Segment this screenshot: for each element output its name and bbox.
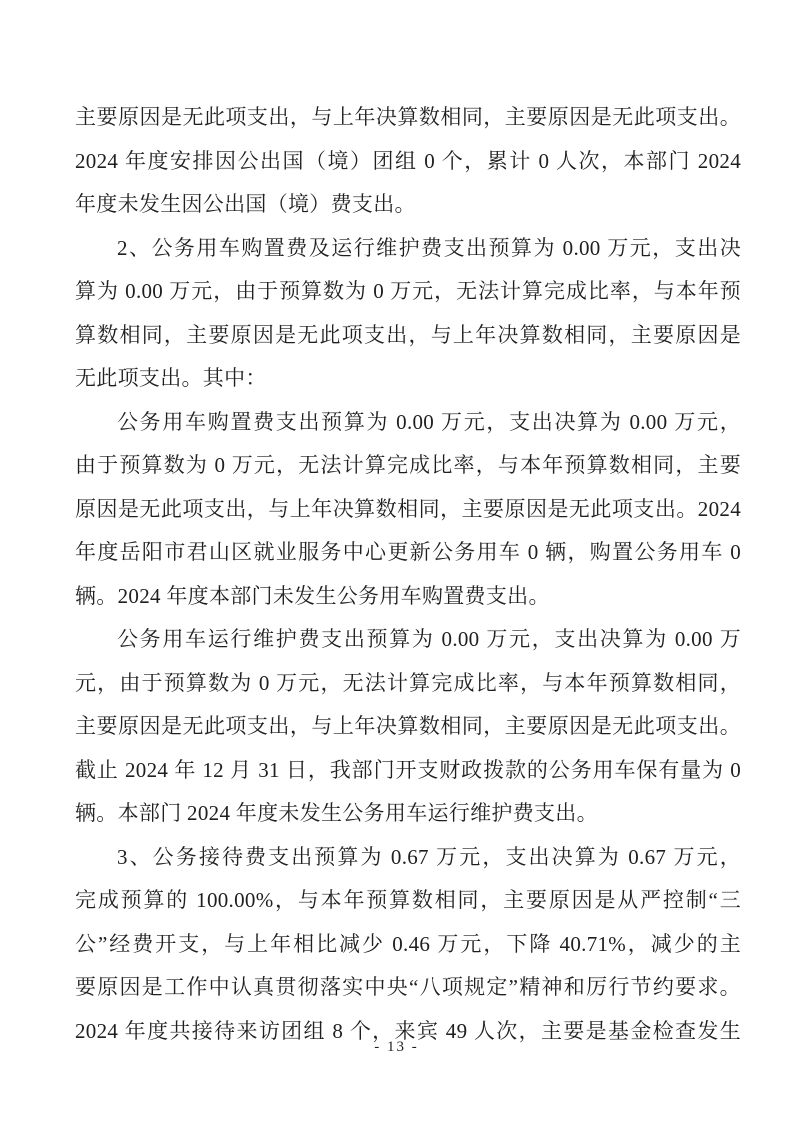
text-line: 算为 0.00 万元，由于预算数为 0 万元，无法计算完成比率，与本年预 xyxy=(75,279,741,303)
text-line: 辆。本部门 2024 年度未发生公务用车运行维护费支出。 xyxy=(75,801,598,825)
paragraph xyxy=(75,836,741,1054)
text-line: 原因是无此项支出，与上年决算数相同，主要原因是无此项支出。2024 xyxy=(75,496,741,521)
text-line: 主要原因是无此项支出，与上年决算数相同，主要原因是无此项支出。 xyxy=(75,105,741,129)
page-footer xyxy=(0,1036,793,1058)
text-line: 3、公务接待费支出预算为 0.67 万元，支出决算为 0.67 万元， xyxy=(117,844,741,869)
paragraph xyxy=(75,227,741,401)
text-line: 2、公务用车购置费及运行维护费支出预算为 0.00 万元，支出决 xyxy=(117,235,741,260)
text-line: 年度岳阳市君山区就业服务中心更新公务用车 0 辆，购置公务用车 0 xyxy=(75,540,741,564)
text-line: 元，由于预算数为 0 万元，无法计算完成比率，与本年预算数相同， xyxy=(75,670,741,695)
text-line: 年度未发生因公出国（境）费支出。 xyxy=(75,192,416,216)
text-line: 算数相同，主要原因是无此项支出，与上年决算数相同，主要原因是 xyxy=(75,322,741,347)
text-line: 要原因是工作中认真贯彻落实中央“八项规定”精神和厉行节约要求。 xyxy=(75,975,741,999)
page-body xyxy=(75,96,741,1053)
text-line: 主要原因是无此项支出，与上年决算数相同，主要原因是无此项支出。 xyxy=(75,714,741,738)
text-line: 截止 2024 年 12 月 31 日，我部门开支财政拨款的公务用车保有量为 0 xyxy=(75,757,741,782)
text-line: 2024 年度安排因公出国（境）团组 0 个，累计 0 人次，本部门 2024 xyxy=(75,148,741,173)
text-line: 2024 年度共接待来访团组 8 个，来宾 49 人次，主要是基金检查发生 xyxy=(75,1018,741,1043)
text-line: 公”经费开支，与上年相比减少 0.46 万元，下降 40.71%，减少的主 xyxy=(75,931,741,956)
text-line: 无此项支出。其中： xyxy=(75,366,267,390)
paragraph xyxy=(75,401,741,619)
paragraph xyxy=(75,96,741,227)
text-line: 公务用车运行维护费支出预算为 0.00 万元，支出决算为 0.00 万 xyxy=(117,627,741,651)
page-number: - 13 - xyxy=(374,1039,419,1055)
paragraph xyxy=(75,618,741,836)
text-line: 辆。2024 年度本部门未发生公务用车购置费支出。 xyxy=(75,583,550,608)
text-line: 由于预算数为 0 万元，无法计算完成比率，与本年预算数相同，主要 xyxy=(75,453,741,477)
text-line: 完成预算的 100.00%，与本年预算数相同，主要原因是从严控制“三 xyxy=(75,888,741,912)
text-line: 公务用车购置费支出预算为 0.00 万元，支出决算为 0.00 万元， xyxy=(117,409,741,434)
